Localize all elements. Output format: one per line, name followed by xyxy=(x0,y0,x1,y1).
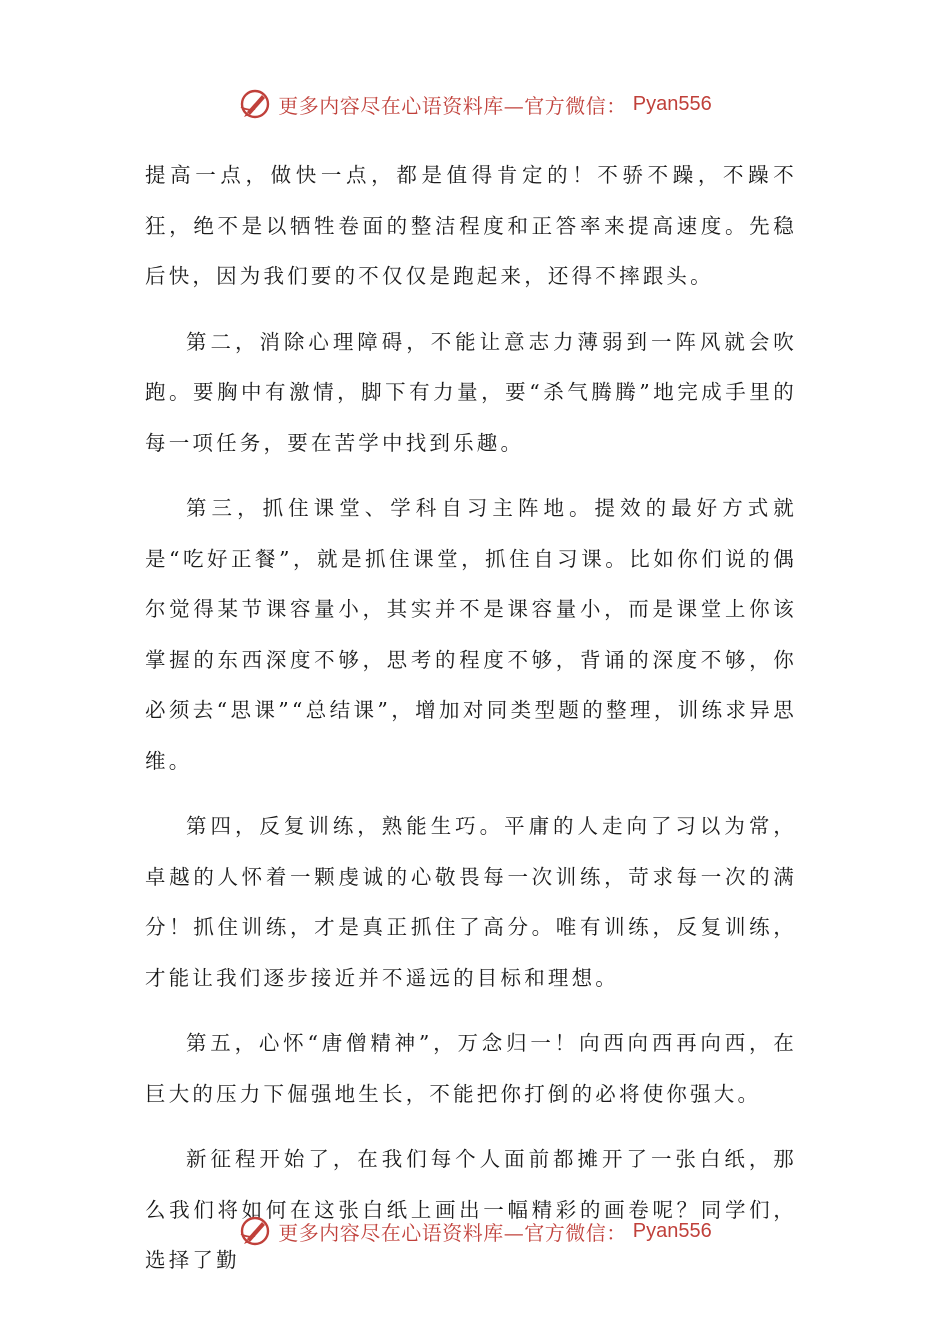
footer-banner-text: 更多内容尽在心语资料库—官方微信： xyxy=(278,1220,627,1245)
paragraph-point-two: 第二，消除心理障碍，不能让意志力薄弱到一阵风就会吹跑。要胸中有激情，脚下有力量，要“杀气腾腾”地完成手里的每一项任务，要在苦学中找到乐趣。 xyxy=(145,329,797,455)
paragraph-continuation: 提高一点，做快一点，都是值得肯定的！不骄不躁，不躁不狂，绝不是以牺牲卷面的整洁程度和正答率来提高速度。先稳后快，因为我们要的不仅仅是跑起来，还得不摔跟头。 xyxy=(145,163,797,288)
header-wechat-id: Pyan556 xyxy=(632,92,712,115)
footer-banner-content xyxy=(238,1214,711,1248)
document-body xyxy=(145,150,797,1301)
pen-logo-icon xyxy=(238,87,272,121)
paragraph-point-three: 第三，抓住课堂、学科自习主阵地。提效的最好方式就是“吃好正餐”，就是抓住课堂，抓住自习课。比如你们说的偶尔觉得某节课容量小，其实并不是课容量小，而是课堂上你该掌握的东西深度不够，思考的程度不够，背诵的深度不够，你必须去“思课”“总结课”，增加对同类型题的整理，训练求异思维。 xyxy=(145,496,797,773)
paragraph-point-five: 第五，心怀“唐僧精神”，万念归一！向西向西再向西，在巨大的压力下倔强地生长，不能把你打倒的必将使你强大。 xyxy=(145,1031,797,1106)
paragraph-new-journey: 新征程开始了，在我们每个人面前都摊开了一张白纸，那么我们将如何在这张白纸上画出一幅精彩的画卷呢？同学们，选择了勤 xyxy=(145,1147,797,1272)
header-banner-content xyxy=(238,87,711,121)
footer-wechat-id: Pyan556 xyxy=(632,1219,712,1242)
pen-logo-icon xyxy=(238,1214,272,1248)
paragraph-point-four: 第四，反复训练，熟能生巧。平庸的人走向了习以为常，卓越的人怀着一颗虔诚的心敬畏每一次训练，苛求每一次的满分！抓住训练，才是真正抓住了高分。唯有训练，反复训练，才能让我们逐步接近并不遥远的目标和理想。 xyxy=(145,814,797,990)
footer-banner xyxy=(0,1211,950,1251)
header-banner-text: 更多内容尽在心语资料库—官方微信： xyxy=(278,93,627,118)
header-banner xyxy=(0,84,950,124)
